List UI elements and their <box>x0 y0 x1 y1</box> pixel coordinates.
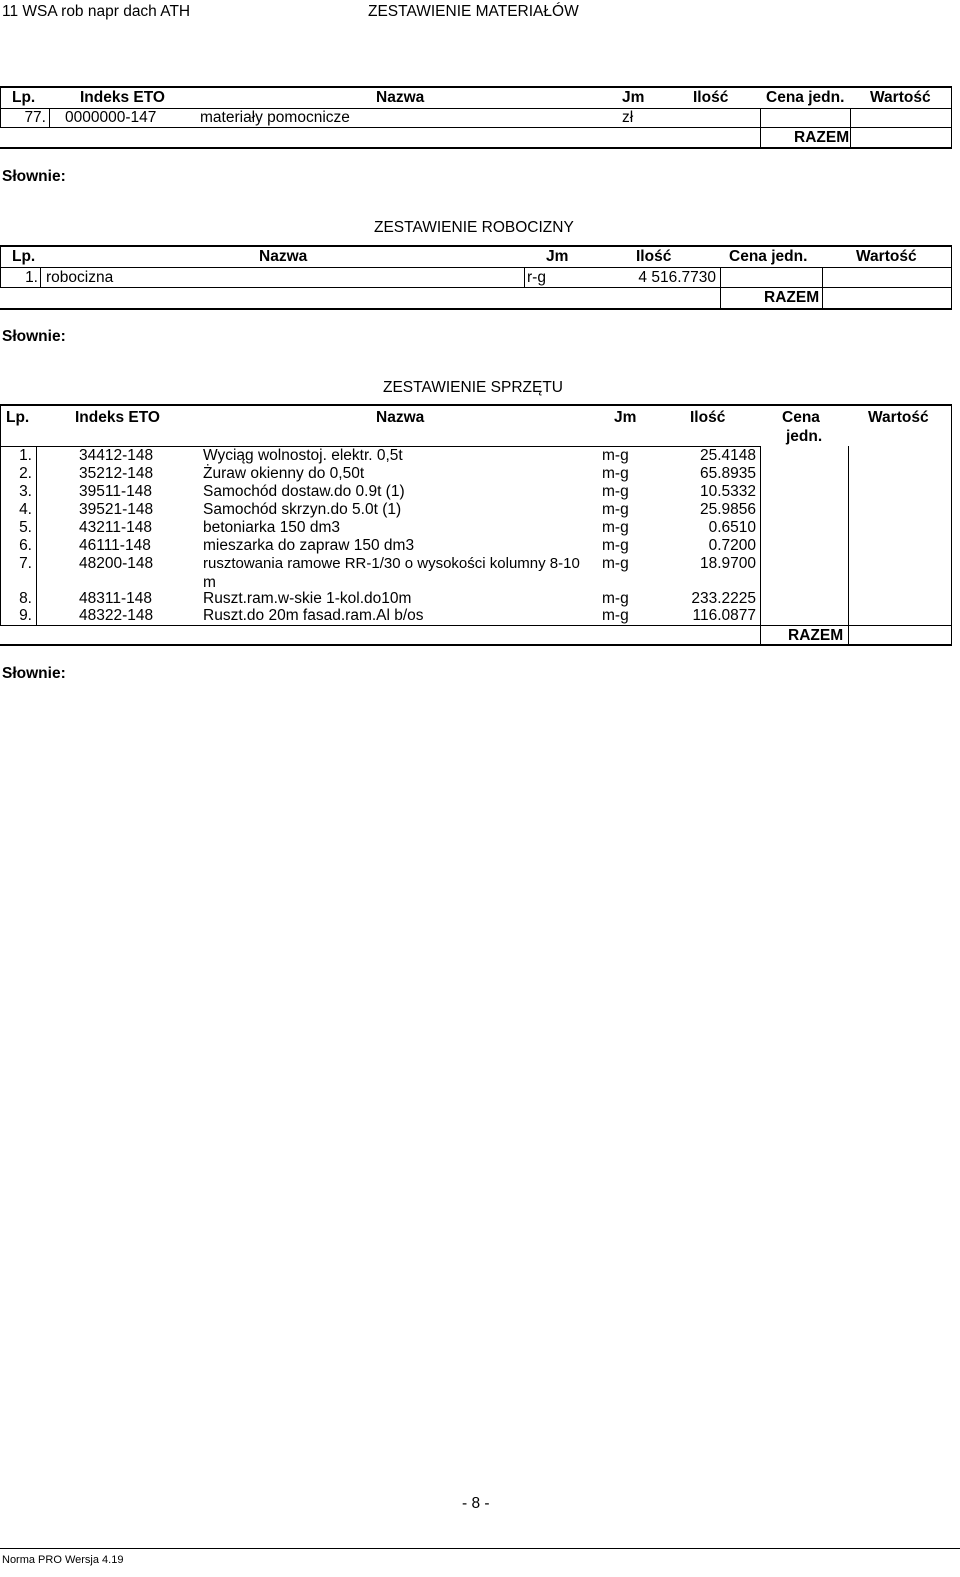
table-row <box>0 537 960 555</box>
row-lp: 7. <box>19 555 32 572</box>
row-name: betoniarka 150 dm3 <box>203 519 341 536</box>
equip-col-name: Nazwa <box>376 409 425 426</box>
equipment-title: ZESTAWIENIE SPRZĘTU <box>383 379 563 396</box>
row-index: 35212-148 <box>79 465 154 482</box>
labor-col-value: Wartość <box>856 248 917 265</box>
row-index: 46111-148 <box>79 537 151 554</box>
row-lp: 8. <box>19 590 32 607</box>
row-qty: 18.9700 <box>699 555 756 572</box>
table-row <box>0 483 960 501</box>
row-lp: 77. <box>24 109 46 126</box>
labor-row-qty: 4 516.7730 <box>638 269 716 286</box>
row-jm: m-g <box>602 465 629 482</box>
col-header-jm: Jm <box>622 89 645 106</box>
row-qty: 10.5332 <box>699 483 756 500</box>
row-name: Samochód skrzyn.do 5.0t (1) <box>203 501 402 518</box>
row-qty: 233.2225 <box>691 590 756 607</box>
table-row <box>0 447 960 465</box>
table-row <box>0 501 960 519</box>
labor-total-label: RAZEM <box>764 289 820 306</box>
row-jm: m-g <box>602 519 629 536</box>
labor-col-qty: Ilość <box>636 248 672 265</box>
row-index: 48322-148 <box>79 607 154 624</box>
col-header-value: Wartość <box>870 89 931 106</box>
row-lp: 1. <box>19 447 32 464</box>
row-jm: m-g <box>602 590 629 607</box>
slownie-label: Słownie: <box>2 328 66 345</box>
labor-col-name: Nazwa <box>259 248 308 265</box>
col-header-lp: Lp. <box>12 89 36 106</box>
row-lp: 2. <box>19 465 32 482</box>
labor-row-lp: 1. <box>25 269 38 286</box>
labor-col-lp: Lp. <box>12 248 36 265</box>
row-jm: zł <box>622 109 634 126</box>
row-lp: 9. <box>19 607 32 624</box>
equip-col-jm: Jm <box>614 409 637 426</box>
equip-col-value: Wartość <box>868 409 929 426</box>
row-name: materiały pomocnicze <box>200 109 350 126</box>
page-number: - 8 - <box>462 1495 490 1512</box>
col-header-name: Nazwa <box>376 89 425 106</box>
equip-total-label: RAZEM <box>788 627 844 644</box>
table-row <box>0 590 960 608</box>
equip-col-qty: Ilość <box>690 409 726 426</box>
equip-col-lp: Lp. <box>6 409 30 426</box>
software-version: Norma PRO Wersja 4.19 <box>2 1554 124 1566</box>
row-lp: 5. <box>19 519 32 536</box>
row-name-continued: m <box>203 574 216 591</box>
col-header-price: Cena jedn. <box>766 89 845 106</box>
labor-row-name: robocizna <box>46 269 114 286</box>
row-qty: 65.8935 <box>699 465 756 482</box>
total-label: RAZEM <box>794 129 850 146</box>
col-header-qty: Ilość <box>693 89 729 106</box>
row-index: 48311-148 <box>79 590 152 607</box>
row-name: Wyciąg wolnostoj. elektr. 0,5t <box>203 447 403 464</box>
labor-col-jm: Jm <box>546 248 569 265</box>
row-qty: 25.9856 <box>699 501 756 518</box>
row-jm: m-g <box>602 607 629 624</box>
equip-col-index: Indeks ETO <box>75 409 160 426</box>
row-index: 43211-148 <box>79 519 152 536</box>
row-lp: 6. <box>19 537 32 554</box>
row-lp: 3. <box>19 483 32 500</box>
table-row <box>0 555 960 591</box>
document-name: 11 WSA rob napr dach ATH <box>2 3 191 20</box>
row-name: mieszarka do zapraw 150 dm3 <box>203 537 415 554</box>
row-name: Samochód dostaw.do 0.9t (1) <box>203 483 405 500</box>
row-qty: 116.0877 <box>692 607 756 624</box>
row-jm: m-g <box>602 447 629 464</box>
row-name: rusztowania ramowe RR-1/30 o wysokości kolumny 8-10 <box>203 555 580 572</box>
labor-col-price: Cena jedn. <box>729 248 808 265</box>
row-qty: 0.6510 <box>708 519 756 536</box>
row-index: 39511-148 <box>79 483 152 500</box>
row-jm: m-g <box>602 555 629 572</box>
labor-row-jm: r-g <box>527 269 546 286</box>
col-header-index: Indeks ETO <box>80 89 165 106</box>
row-index: 34412-148 <box>79 447 154 464</box>
row-name: Ruszt.do 20m fasad.ram.Al b/os <box>203 607 424 624</box>
table-row <box>0 607 960 625</box>
row-name: Żuraw okienny do 0,50t <box>203 465 365 482</box>
slownie-label: Słownie: <box>2 665 66 682</box>
row-jm: m-g <box>602 501 629 518</box>
equip-col-price-2: jedn. <box>786 428 823 445</box>
equip-col-price: Cena <box>782 409 820 426</box>
row-lp: 4. <box>19 501 32 518</box>
row-qty: 25.4148 <box>699 447 756 464</box>
row-qty: 0.7200 <box>708 537 756 554</box>
row-index: 48200-148 <box>79 555 154 572</box>
row-index: 0000000-147 <box>65 109 157 126</box>
row-jm: m-g <box>602 483 629 500</box>
labor-title: ZESTAWIENIE ROBOCIZNY <box>374 219 574 236</box>
row-jm: m-g <box>602 537 629 554</box>
row-name: Ruszt.ram.w-skie 1-kol.do10m <box>203 590 412 607</box>
table-row <box>0 465 960 483</box>
page-title: ZESTAWIENIE MATERIAŁÓW <box>368 3 579 20</box>
slownie-label: Słownie: <box>2 168 66 185</box>
row-index: 39521-148 <box>79 501 154 518</box>
table-row <box>0 519 960 537</box>
